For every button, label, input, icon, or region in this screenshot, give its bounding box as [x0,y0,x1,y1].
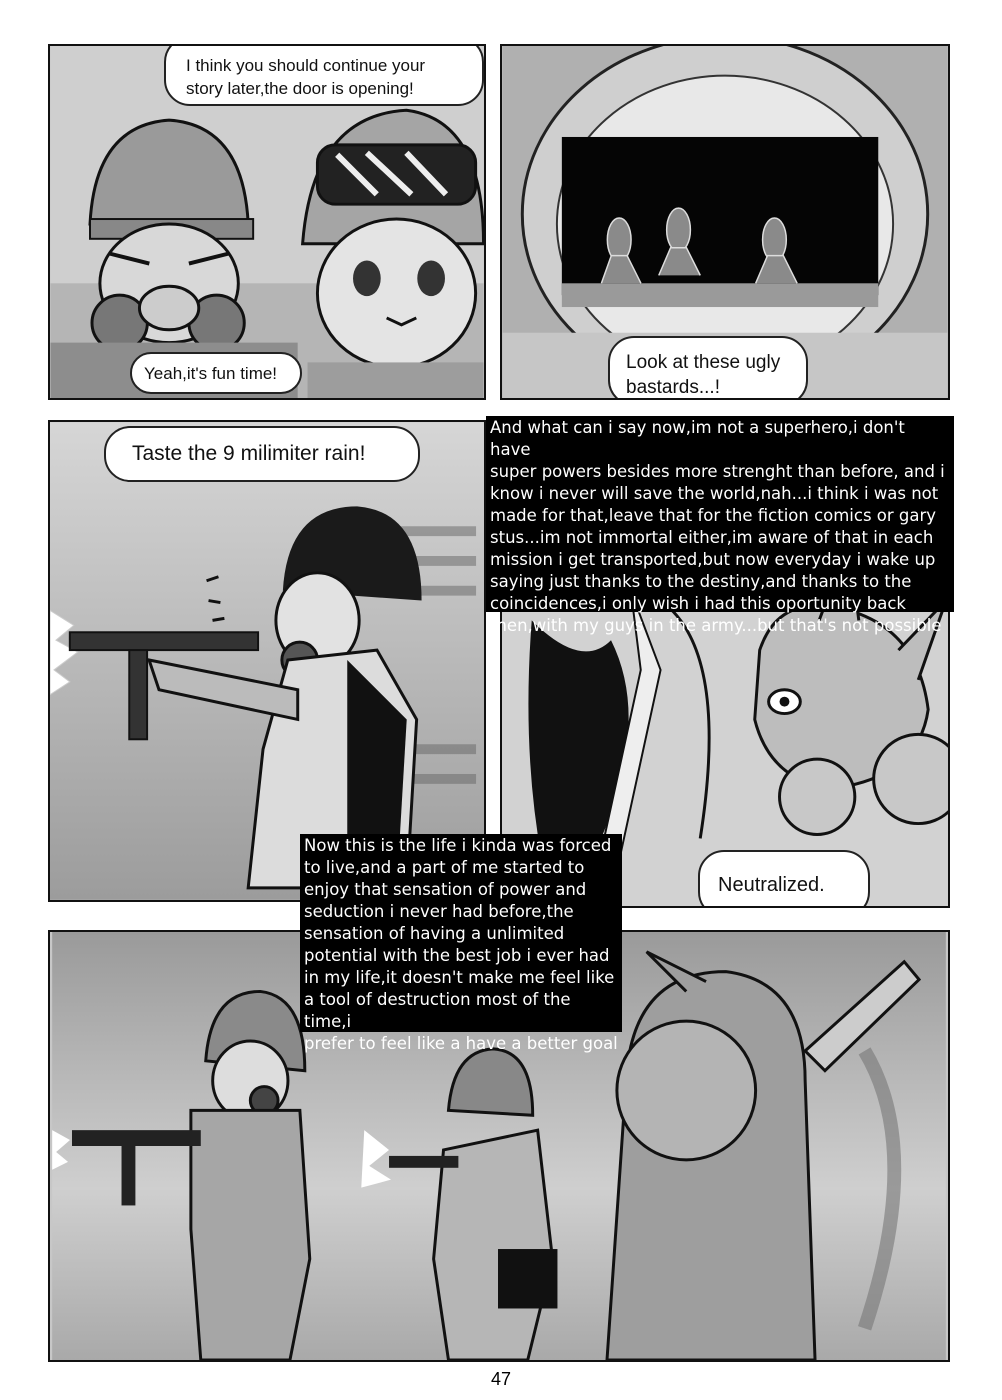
speech-bubble-neutralized: Neutralized. [698,850,870,908]
speech-bubble-door-opening: I think you should continue your story later,the door is opening! [164,44,484,106]
page-number: 47 [490,1369,512,1389]
panel-3-soldier-firing [48,420,486,902]
narration-caption-superhero: And what can i say now,im not a superhero,i don't have super powers besides more strenght than before, and i know i never will save the world,nah...i think i was not made for that,leave that for the fiction comics or gary stus...im not immortal either,im aware of that in each mission i get transported,but now everyday i wake up saying just thanks to the destiny,and thanks to the coincidences,i only wish i had this oportunity back then,with my guys in the army...but that's not possible [486,416,954,612]
speech-bubble-fun-time: Yeah,it's fun time! [130,352,302,394]
narration-caption-life: Now this is the life i kinda was forced to live,and a part of me started to enjoy that sensation of power and seduction i never had before,the sensation of having a unlimited potential with the best job i ever had in my life,it doesn't make me feel like a tool of destruction most of the time,i prefer to feel like a have a better goal [300,834,622,1032]
speech-bubble-9mm-rain: Taste the 9 milimiter rain! [104,426,420,482]
panel-3-artwork [50,422,484,900]
panel-1-soldiers [48,44,486,400]
speech-bubble-ugly-bastards: Look at these ugly bastards...! [608,336,808,400]
panel-2-doorway [500,44,950,400]
